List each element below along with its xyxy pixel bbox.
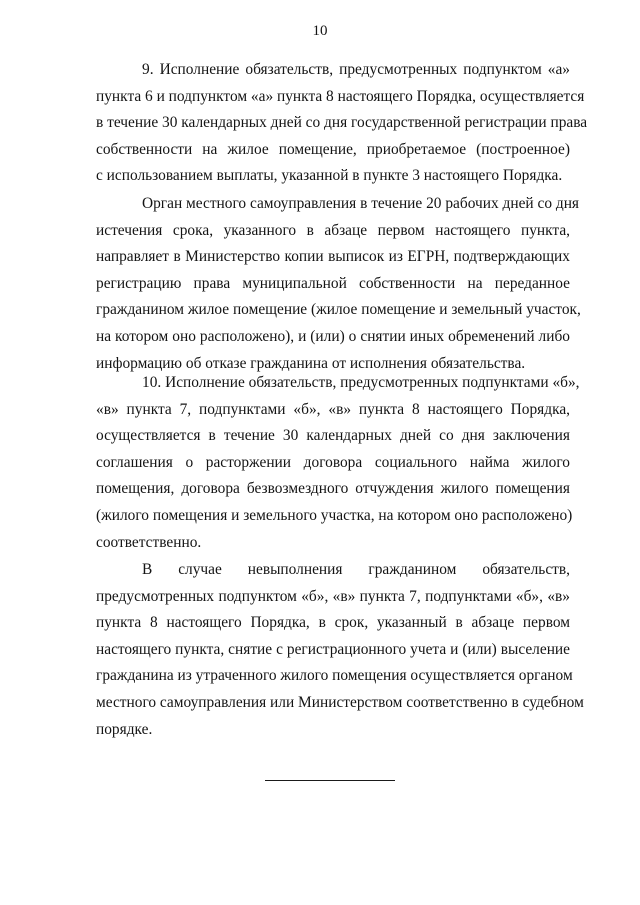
paragraph-line: собственности на жилое помещение, приобретаемое (построенное) <box>96 140 570 158</box>
paragraph-line: (жилого помещения и земельного участка, на котором оно расположено) <box>96 506 573 524</box>
paragraph-line: 10. Исполнение обязательств, предусмотренных подпунктами «б», <box>142 374 580 391</box>
paragraph-line: пункта 8 настоящего Порядка, в срок, указанный в абзаце первом <box>96 614 570 632</box>
page-number: 10 <box>312 23 328 39</box>
end-of-document-rule <box>265 780 395 781</box>
paragraph-line: настоящего пункта, снятие с регистрационного учета и (или) выселение <box>96 640 570 658</box>
paragraph-item-9 <box>96 57 588 190</box>
paragraph-line: соответственно. <box>96 533 202 551</box>
paragraph-line: направляет в Министерство копии выписок из ЕГРН, подтверждающих <box>96 248 570 266</box>
paragraph-line: регистрацию права муниципальной собственности на переданное <box>96 274 570 292</box>
paragraph-line: пункта 6 и подпунктом «а» пункта 8 настоящего Порядка, осуществляется <box>96 87 585 105</box>
paragraph-line: «в» пункта 7, подпунктами «б», «в» пункта 8 настоящего Порядка, <box>96 400 570 418</box>
paragraph-item-10 <box>96 370 580 556</box>
paragraph-line: гражданина из утраченного жилого помещения осуществляется органом <box>96 667 573 685</box>
paragraph-line: истечения срока, указанного в абзаце первом настоящего пункта, <box>96 221 570 239</box>
paragraph-line: местного самоуправления или Министерством соответственно в судебном <box>96 693 584 711</box>
paragraph-line: на котором оно расположено), и (или) о снятии иных обременений либо <box>96 327 570 345</box>
paragraph-line: предусмотренных подпунктом «б», «в» пункта 7, подпунктами «б», «в» <box>96 587 570 605</box>
paragraph-line: с использованием выплаты, указанной в пункте 3 настоящего Порядка. <box>96 167 563 185</box>
paragraph-line: гражданином жилое помещение (жилое помещение и земельный участок, <box>96 301 581 319</box>
paragraph-line: информацию об отказе гражданина от исполнения обязательства. <box>96 354 526 372</box>
paragraph-local-authority <box>96 191 581 377</box>
paragraph-line: Орган местного самоуправления в течение 20 рабочих дней со дня <box>142 195 580 212</box>
paragraph-line: осуществляется в течение 30 календарных дней со дня заключения <box>96 427 570 445</box>
paragraph-line: соглашения о расторжении договора социального найма жилого <box>96 453 570 471</box>
paragraph-line: 9. Исполнение обязательств, предусмотренных подпунктом «а» <box>142 61 570 78</box>
paragraph-line: помещения, договора безвозмездного отчуждения жилого помещения <box>96 480 570 498</box>
paragraph-non-fulfillment <box>96 557 584 743</box>
paragraph-line: В случае невыполнения гражданином обязательств, <box>142 561 570 578</box>
paragraph-line: порядке. <box>96 720 153 738</box>
paragraph-line: в течение 30 календарных дней со дня государственной регистрации права <box>96 114 588 132</box>
